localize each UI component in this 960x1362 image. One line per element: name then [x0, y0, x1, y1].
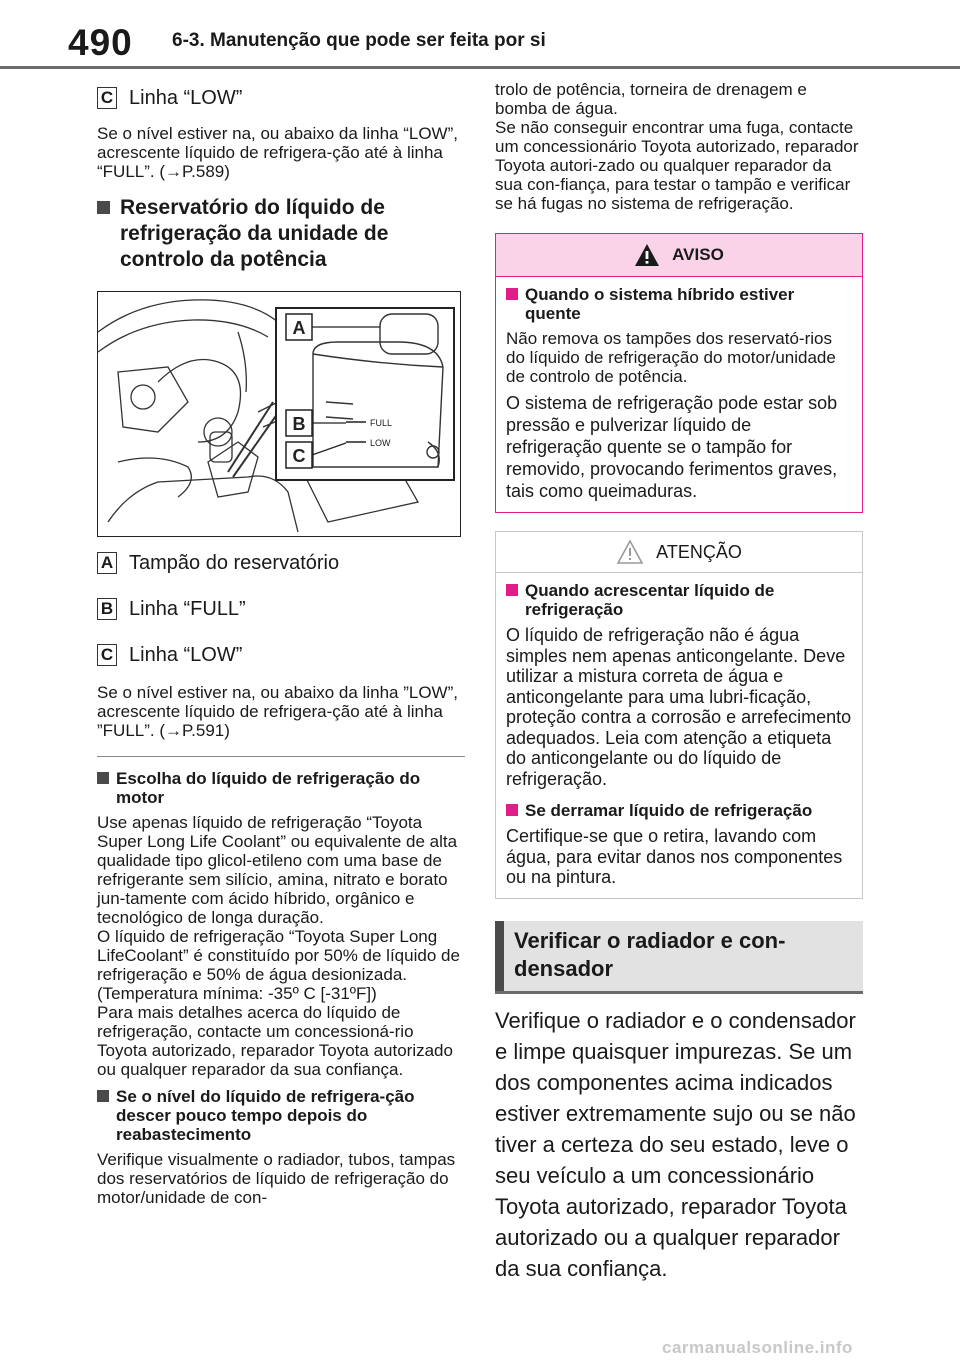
- item-b-full-line: [97, 597, 465, 621]
- bullet-square-icon: [97, 1090, 109, 1102]
- aviso-title: AVISO: [672, 245, 724, 264]
- callout-a: A: [292, 318, 306, 338]
- header-rule: [0, 66, 960, 69]
- aviso-box: [495, 233, 863, 513]
- paragraph-continued: trolo de potência, torneira de drenagem e bomba de água. Se não conseguir encontrar uma fuga, contacte um concessionário Toyota autorizado, reparador Toyota autori-zado ou qualquer reparador da sua con-fiança, para testar o tampão e verificar se há fugas no sistema de refrigeração.: [495, 80, 859, 213]
- paragraph-level-drops: Verifique visualmente o radiador, tubos, tampas dos reservatórios de líquido de refrigeração do motor/unidade de con-: [97, 1150, 456, 1207]
- label-box-a: A: [97, 552, 117, 574]
- bullet-square-icon: [97, 201, 110, 214]
- subheading-text: Quando o sistema híbrido estiver quente: [525, 285, 795, 323]
- subheading-text: Se derramar líquido de refrigeração: [525, 801, 813, 820]
- item-label: Tampão do reservatório: [129, 552, 340, 574]
- atencao-body: [496, 573, 862, 898]
- divider: [97, 756, 465, 757]
- full-mark-label: FULL: [370, 418, 393, 428]
- left-column: [97, 84, 465, 1207]
- subheading-text: Se o nível do líquido de refrigera-ção descer pouco tempo depois do reabastecimento: [116, 1087, 415, 1144]
- subheading-level-drops: [97, 1087, 465, 1144]
- item-a-cap: [97, 551, 465, 575]
- atencao-header: [496, 532, 862, 573]
- aviso-header: [496, 234, 862, 277]
- watermark: carmanualsonline.info: [662, 1338, 853, 1357]
- right-column: [495, 80, 863, 1284]
- page-number: 490: [68, 22, 133, 63]
- aviso-body: [496, 277, 862, 512]
- bullet-square-icon: [506, 804, 518, 816]
- item-label: Linha “LOW”: [129, 87, 243, 109]
- bullet-square-icon: [97, 772, 109, 784]
- atencao-paragraph-2: Certifique-se que o retira, lavando com água, para evitar danos nos componentes ou na pintura.: [506, 826, 843, 887]
- callout-c: C: [292, 446, 306, 466]
- engine-bay-figure: [97, 291, 461, 537]
- label-box-b: B: [97, 598, 117, 620]
- paragraph-low-level-2: Se o nível estiver na, ou abaixo da linha ”LOW”, acrescente líquido de refrigera-ção até à linha ”FULL”. (→P.591): [97, 683, 458, 740]
- atencao-box: [495, 531, 863, 899]
- section-title-band: [495, 921, 863, 991]
- section-heading-pcu-reservoir: [97, 195, 465, 273]
- item-c-low-line: [97, 86, 465, 110]
- section-header-title: 6-3. Manutenção que pode ser feita por si: [172, 30, 546, 51]
- subheading-coolant-choice: [97, 769, 465, 807]
- atencao-title: ATENÇÃO: [656, 541, 742, 562]
- label-box-c: C: [97, 87, 117, 109]
- label-box-c: C: [97, 644, 117, 666]
- subheading-text: Escolha do líquido de refrigeração do motor: [116, 769, 421, 807]
- engine-bay-illustration: [98, 292, 461, 537]
- paragraph-radiator-check: Verifique o radiador e o condensador e limpe quaisquer impurezas. Se um dos componentes acima indicados estiver extremamente sujo ou se não tiver a certeza do seu estado, leve o seu veículo a um concessionário Toyota autorizado, reparador Toyota autorizado ou a qualquer reparador da sua confiança.: [495, 1007, 856, 1281]
- atencao-subheading-2: [506, 801, 852, 820]
- aviso-subheading: [506, 285, 852, 323]
- aviso-paragraph-2: O sistema de refrigeração pode estar sob pressão e pulverizar líquido de refrigeração quente se o tampão for removido, provocando ferimentos graves, tais como queimaduras.: [506, 393, 838, 501]
- callout-b: B: [292, 414, 306, 434]
- item-label: Linha “LOW”: [129, 644, 243, 666]
- low-mark-label: LOW: [370, 438, 391, 448]
- paragraph-coolant-choice: Use apenas líquido de refrigeração “Toyota Super Long Life Coolant” ou equivalente de alta qualidade tipo glicol-etileno com uma base de refrigerante sem silício, amina, nitrato e borato jun-tamente com ácido híbrido, orgânico e tecnológico de longa duração. O líquido de refrigeração “Toyota Super Long LifeCoolant” é constituído por 50% de líquido de refrigeração e 50% de água desionizada. (Temperatura mínima: -35º C [-31ºF]) Para mais detalhes acerca do líquido de refrigeração, contacte um concessioná-rio Toyota autorizado, reparador Toyota autorizado ou qualquer reparador da sua confiança.: [97, 813, 460, 1079]
- item-c-low-line-2: [97, 643, 465, 667]
- bullet-square-icon: [506, 584, 518, 596]
- aviso-paragraph-1: Não remova os tampões dos reservató-rios do líquido de refrigeração do motor/unidade de controlo de potência.: [506, 329, 836, 386]
- atencao-paragraph-1: O líquido de refrigeração não é água simples nem apenas anticongelante. Deve utilizar a mistura correta de água e anticongelante para uma lubri-ficação, proteção contra a corrosão e arrefecimento adequados. Leia com atenção a etiqueta do anticongelante ou do líquido de refrigeração.: [506, 625, 852, 789]
- caution-triangle-icon: [616, 539, 644, 565]
- bullet-square-icon: [506, 288, 518, 300]
- paragraph-low-level: Se o nível estiver na, ou abaixo da linha “LOW”, acrescente líquido de refrigera-ção até à linha “FULL”. (→P.589): [97, 124, 458, 181]
- subheading-text: Quando acrescentar líquido de refrigeração: [525, 581, 775, 619]
- warning-triangle-icon: [634, 243, 660, 267]
- section-title: Verificar o radiador e con-densador: [514, 927, 786, 981]
- atencao-subheading-1: [506, 581, 852, 619]
- item-label: Linha “FULL”: [129, 598, 246, 620]
- section-heading-text: Reservatório do líquido de refrigeração da unidade de controlo da potência: [120, 196, 389, 271]
